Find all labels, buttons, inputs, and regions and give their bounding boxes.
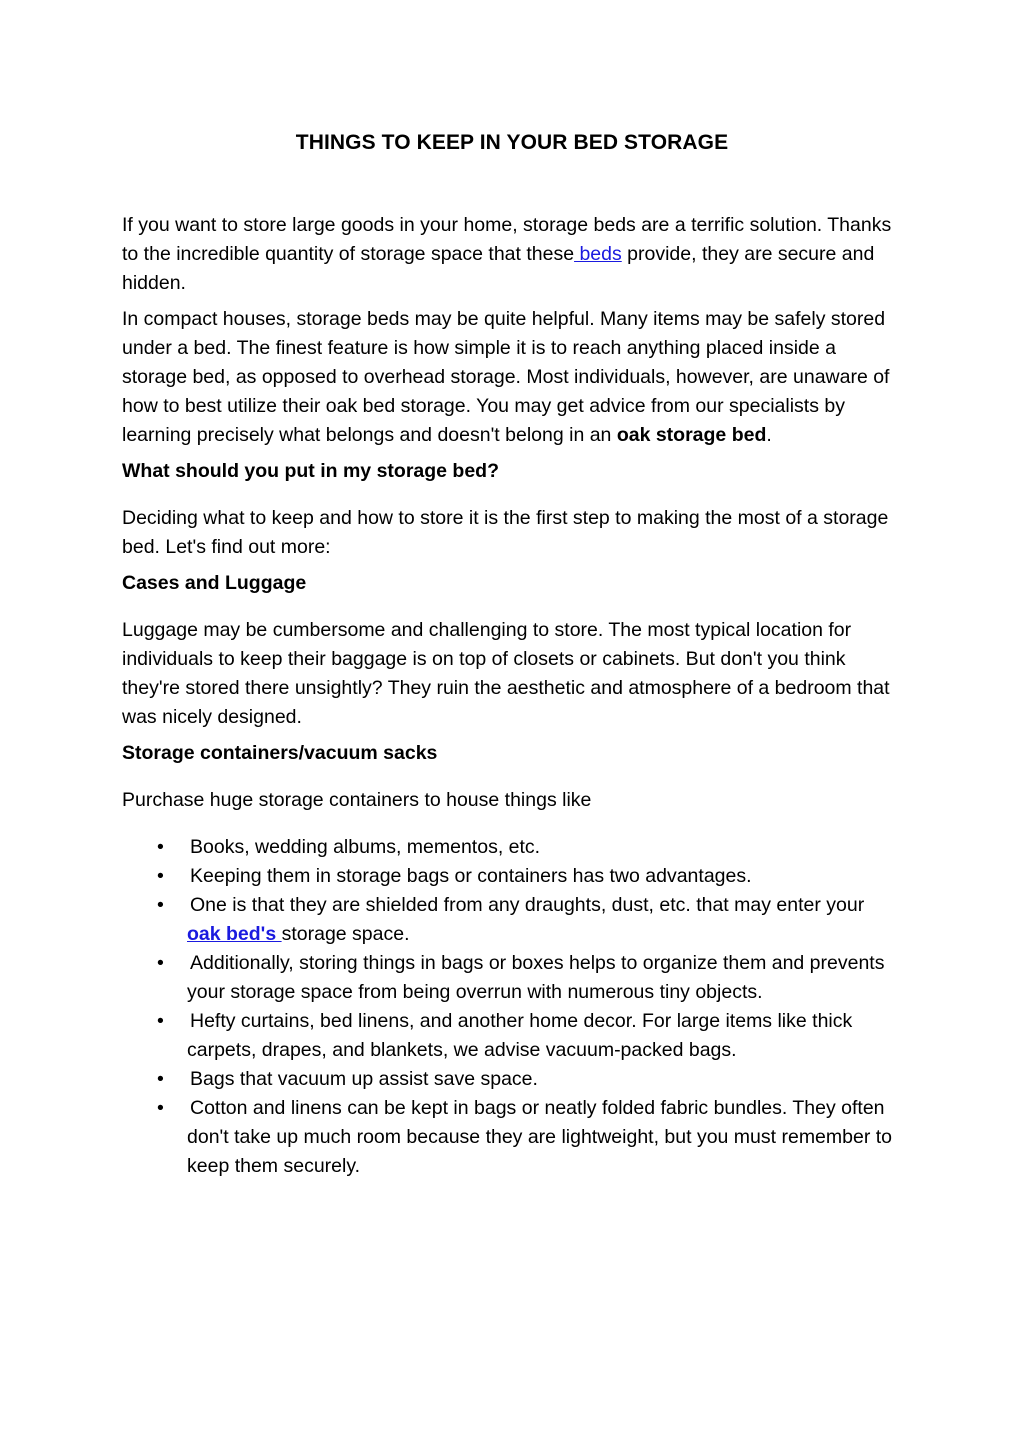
luggage-paragraph: Luggage may be cumbersome and challenging to store. The most typical location for individuals to keep their baggage is on top of closets or cabinets. But don't you think they're stored there unsightly? They ruin the aesthetic and atmosphere of a bedroom that was nicely designed. [122,619,890,728]
list-item-text: Books, wedding albums, mementos, etc. [190,836,541,858]
list-item-text-start: One is that they are shielded from any draughts, dust, etc. that may enter your [190,894,865,916]
intro-paragraph [122,211,902,298]
purchase-paragraph: Purchase huge storage containers to house things like [122,789,592,811]
list-item [157,1007,902,1065]
document-title: THINGS TO KEEP IN YOUR BED STORAGE [295,131,729,154]
bullet-icon: • [157,1010,164,1032]
list-item [157,949,902,1007]
compact-houses-end: . [766,424,772,446]
document-body [122,211,902,1181]
list-item [157,1065,902,1094]
bullet-icon: • [157,1097,164,1119]
list-item-text: Cotton and linens can be kept in bags or neatly folded fabric bundles. They often don't take up much room because they are lightweight, but you must remember to keep them securely. [187,1097,893,1177]
list-item-text: Bags that vacuum up assist save space. [190,1068,538,1090]
bullet-icon: • [157,836,164,858]
bullet-icon: • [157,894,164,916]
list-item-text: Keeping them in storage bags or containers has two advantages. [190,865,752,887]
list-item-text: Additionally, storing things in bags or boxes helps to organize them and prevents your storage space from being overrun with numerous tiny objects. [187,952,885,1003]
deciding-paragraph: Deciding what to keep and how to store it is the first step to making the most of a storage bed. Let's find out more: [122,507,889,558]
intro-text-end: provide, they are secure and hidden. [122,243,875,294]
list-item [157,891,902,949]
list-item-text [187,894,864,945]
compact-houses-text: In compact houses, storage beds may be quite helpful. Many items may be safely stored under a bed. The finest feature is how simple it is to reach anything placed inside a storage bed, as opposed to overhead storage. Most individuals, however, are unaware of how to best utilize their oak bed storage. You may get advice from our specialists by learning precisely what belongs and doesn't belong in an [122,308,890,446]
bullet-icon: • [157,865,164,887]
section-heading-cases-luggage: Cases and Luggage [122,572,307,594]
list-item-text: Hefty curtains, bed linens, and another home decor. For large items like thick carpets, drapes, and blankets, we advise vacuum-packed bags. [187,1010,853,1061]
list-item [157,1094,902,1181]
section-heading-storage-containers: Storage containers/vacuum sacks [122,742,438,764]
oak-storage-bed-bold: oak storage bed [616,424,767,446]
beds-link[interactable]: beds [574,243,622,265]
bullet-icon: • [157,1068,164,1090]
list-item [157,862,902,891]
oak-beds-link[interactable]: oak bed's [187,923,282,945]
bullet-icon: • [157,952,164,974]
list-item-text-end: storage space. [281,923,410,945]
bullet-list [122,833,902,1181]
intro-text: If you want to store large goods in your home, storage beds are a terrific solution. Thanks to the incredible quantity of storage space that these [122,214,892,265]
list-item [157,833,902,862]
compact-houses-paragraph [122,305,902,450]
section-heading-what-to-put: What should you put in my storage bed? [122,460,500,482]
